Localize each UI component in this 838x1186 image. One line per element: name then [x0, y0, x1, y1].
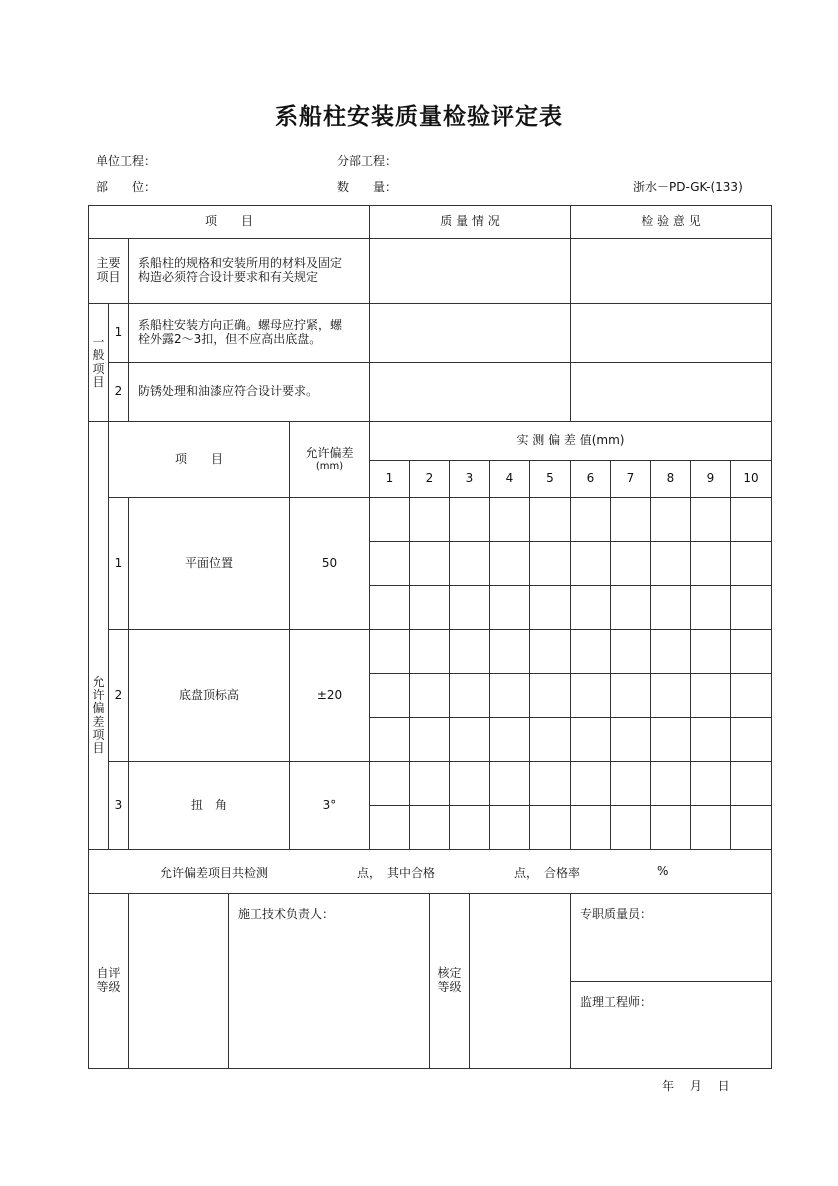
measure-cell[interactable] — [369, 585, 410, 630]
general-opinion-cell[interactable] — [570, 362, 772, 422]
unit-project-label: 单位工程： — [96, 154, 157, 168]
qc-officer-cell[interactable] — [570, 893, 772, 982]
measure-cell[interactable] — [529, 629, 571, 674]
measure-cell[interactable] — [409, 541, 450, 586]
measure-col-header: 5 — [529, 460, 571, 498]
tolerance-header: 允许偏差 — [305, 445, 354, 460]
dev-item-name: 平面位置 — [128, 497, 290, 630]
dev-item-no: 1 — [108, 497, 129, 630]
measure-cell[interactable] — [730, 541, 772, 586]
measure-cell[interactable] — [650, 805, 691, 850]
dev-item-header: 项 目 — [108, 421, 290, 498]
measure-cell[interactable] — [610, 805, 651, 850]
measure-cell[interactable] — [369, 497, 410, 542]
measure-cell[interactable] — [529, 805, 571, 850]
self-grade-label: 自评等级 — [96, 966, 121, 994]
measure-cell[interactable] — [449, 497, 490, 542]
measure-cell[interactable] — [489, 761, 530, 806]
quantity-label: 数 量： — [337, 180, 398, 194]
measure-cell[interactable] — [650, 497, 691, 542]
measure-cell[interactable] — [369, 761, 410, 806]
measure-cell[interactable] — [489, 497, 530, 542]
measure-cell[interactable] — [529, 541, 571, 586]
dev-item-name: 底盘顶标高 — [128, 629, 290, 762]
measure-cell[interactable] — [449, 805, 490, 850]
col-item-header: 项 目 — [88, 205, 370, 239]
deviation-items-label: 允许偏差项目 — [92, 674, 105, 755]
general-item-no: 1 — [108, 303, 129, 363]
measure-cell[interactable] — [570, 541, 611, 586]
measure-cell[interactable] — [570, 761, 611, 806]
dev-item-tolerance: ±20 — [289, 629, 370, 762]
measure-cell[interactable] — [610, 673, 651, 718]
measure-cell[interactable] — [570, 717, 611, 762]
measure-cell[interactable] — [369, 629, 410, 674]
main-opinion-cell[interactable] — [570, 238, 772, 304]
summary-percent: % — [657, 864, 669, 878]
measure-col-header: 8 — [650, 460, 691, 498]
measure-cell[interactable] — [529, 673, 571, 718]
dev-item-tolerance: 3° — [289, 761, 370, 850]
measure-cell[interactable] — [369, 673, 410, 718]
measure-col-header: 9 — [690, 460, 731, 498]
measure-cell[interactable] — [529, 585, 571, 630]
dev-item-no: 2 — [108, 629, 129, 762]
measure-cell[interactable] — [489, 585, 530, 630]
self-grade-cell[interactable] — [128, 893, 229, 1069]
measure-col-header: 6 — [570, 460, 611, 498]
sub-project-label: 分部工程： — [337, 154, 398, 168]
measure-cell[interactable] — [409, 585, 450, 630]
general-quality-cell[interactable] — [369, 303, 571, 363]
measure-cell[interactable] — [409, 717, 450, 762]
measure-col-header: 1 — [369, 460, 410, 498]
measure-cell[interactable] — [489, 673, 530, 718]
measure-cell[interactable] — [690, 585, 731, 630]
dev-item-no: 3 — [108, 761, 129, 850]
measure-cell[interactable] — [449, 673, 490, 718]
date-line: 年 月 日 — [662, 1079, 730, 1093]
tech-lead-cell[interactable] — [228, 893, 430, 1069]
measure-cell[interactable] — [369, 805, 410, 850]
measure-cell[interactable] — [690, 673, 731, 718]
measure-cell[interactable] — [650, 673, 691, 718]
verify-grade-cell[interactable] — [469, 893, 571, 1069]
measure-cell[interactable] — [369, 541, 410, 586]
measure-cell[interactable] — [489, 805, 530, 850]
summary-text-rate: 点， 合格率 — [514, 866, 581, 880]
general-items-label: 一般项目 — [92, 335, 105, 389]
supervisor-cell[interactable] — [570, 981, 772, 1069]
measure-col-header: 10 — [730, 460, 772, 498]
measure-cell[interactable] — [449, 717, 490, 762]
measure-cell[interactable] — [570, 805, 611, 850]
measure-cell[interactable] — [690, 761, 731, 806]
measured-header: 实 测 偏 差 值(mm) — [369, 421, 772, 461]
measure-cell[interactable] — [610, 717, 651, 762]
general-quality-cell[interactable] — [369, 362, 571, 422]
measure-cell[interactable] — [369, 717, 410, 762]
general-opinion-cell[interactable] — [570, 303, 772, 363]
measure-col-header: 4 — [489, 460, 530, 498]
measure-cell[interactable] — [730, 629, 772, 674]
general-item-no: 2 — [108, 362, 129, 422]
verify-grade-label: 核定等级 — [437, 966, 462, 994]
measure-cell[interactable] — [409, 497, 450, 542]
measure-cell[interactable] — [610, 497, 651, 542]
measure-cell[interactable] — [529, 761, 571, 806]
summary-text-passed: 点， 其中合格 — [357, 866, 436, 880]
dev-item-name: 扭 角 — [128, 761, 290, 850]
measure-cell[interactable] — [730, 805, 772, 850]
tech-lead-label: 施工技术负责人： — [238, 907, 335, 921]
measure-cell[interactable] — [610, 541, 651, 586]
page-title: 系船柱安装质量检验评定表 — [275, 104, 563, 130]
form-code: 浙水－PD-GK-(133) — [633, 180, 743, 194]
measure-cell[interactable] — [489, 541, 530, 586]
measure-cell[interactable] — [570, 673, 611, 718]
measure-cell[interactable] — [449, 761, 490, 806]
col-opinion-header: 检 验 意 见 — [570, 205, 772, 239]
measure-cell[interactable] — [690, 717, 731, 762]
measure-cell[interactable] — [650, 541, 691, 586]
measure-cell[interactable] — [730, 761, 772, 806]
measure-cell[interactable] — [489, 717, 530, 762]
measure-cell[interactable] — [730, 717, 772, 762]
main-item-text: 系船柱的规格和安装所用的材料及固定构造必须符合设计要求和有关规定 — [138, 256, 343, 284]
supervisor-label: 监理工程师： — [580, 995, 653, 1009]
main-quality-cell[interactable] — [369, 238, 571, 304]
measure-cell[interactable] — [610, 761, 651, 806]
measure-cell[interactable] — [690, 805, 731, 850]
measure-cell[interactable] — [570, 629, 611, 674]
measure-cell[interactable] — [570, 585, 611, 630]
measure-col-header: 2 — [409, 460, 450, 498]
measure-cell[interactable] — [690, 497, 731, 542]
qc-officer-label: 专职质量员： — [580, 907, 653, 921]
measure-cell[interactable] — [650, 629, 691, 674]
measure-cell[interactable] — [690, 541, 731, 586]
main-items-label: 主要项目 — [96, 256, 121, 284]
measure-cell[interactable] — [650, 585, 691, 630]
measure-cell[interactable] — [650, 761, 691, 806]
measure-cell[interactable] — [409, 761, 450, 806]
measure-cell[interactable] — [489, 629, 530, 674]
measure-col-header: 3 — [449, 460, 490, 498]
measure-cell[interactable] — [449, 541, 490, 586]
measure-cell[interactable] — [570, 497, 611, 542]
dev-item-tolerance: 50 — [289, 497, 370, 630]
measure-cell[interactable] — [650, 717, 691, 762]
summary-text-total: 允许偏差项目共检测 — [160, 866, 269, 880]
measure-cell[interactable] — [730, 585, 772, 630]
measure-col-header: 7 — [610, 460, 651, 498]
measure-cell[interactable] — [449, 629, 490, 674]
measure-cell[interactable] — [409, 629, 450, 674]
col-quality-header: 质 量 情 况 — [369, 205, 571, 239]
measure-cell[interactable] — [529, 717, 571, 762]
part-label: 部 位： — [96, 180, 157, 194]
measure-cell[interactable] — [730, 497, 772, 542]
measure-cell[interactable] — [529, 497, 571, 542]
measure-cell[interactable] — [610, 629, 651, 674]
measure-cell[interactable] — [449, 585, 490, 630]
measure-cell[interactable] — [409, 805, 450, 850]
general-item-text: 防锈处理和油漆应符合设计要求。 — [128, 362, 370, 422]
general-item-text: 系船柱安装方向正确。螺母应拧紧，螺栓外露2～3扣，但不应高出底盘。 — [138, 318, 343, 346]
measure-cell[interactable] — [409, 673, 450, 718]
tolerance-unit: (mm) — [315, 460, 344, 472]
measure-cell[interactable] — [610, 585, 651, 630]
measure-cell[interactable] — [730, 673, 772, 718]
measure-cell[interactable] — [690, 629, 731, 674]
